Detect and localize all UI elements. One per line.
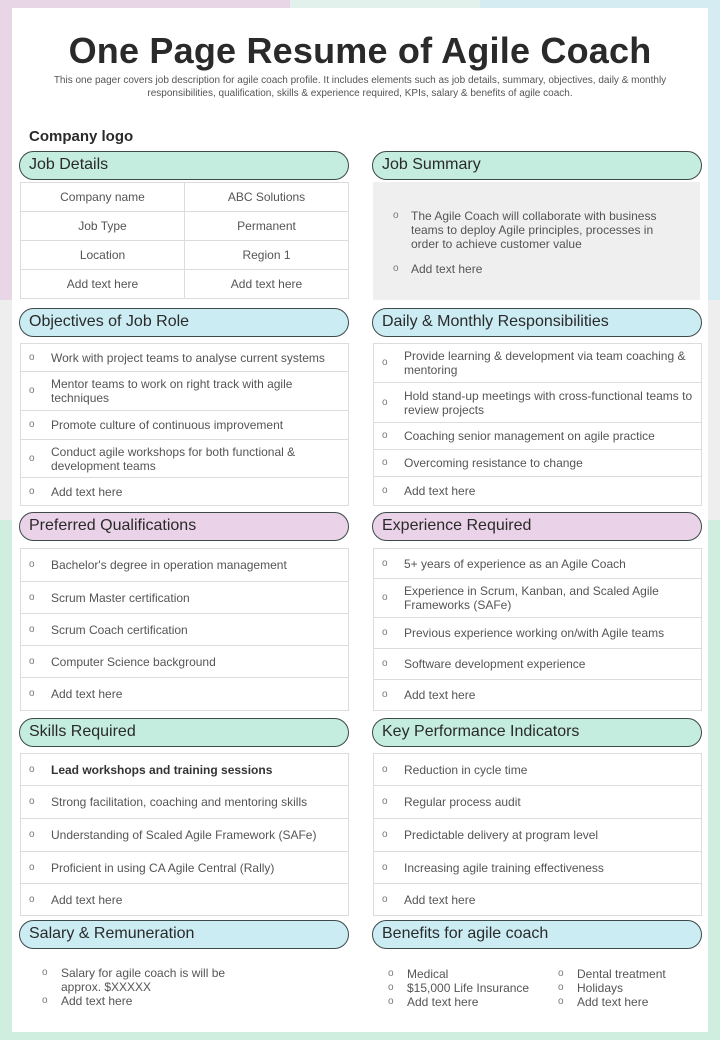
- list-item: o Software development experience: [373, 648, 702, 680]
- list-item: o Holidays: [558, 981, 624, 995]
- list-item: o 5+ years of experience as an Agile Coach: [373, 548, 702, 579]
- bullet-icon: o: [29, 893, 35, 905]
- responsibilities-list: [373, 343, 702, 506]
- job-details-value: ABC Solutions: [184, 182, 349, 212]
- list-item: o Reduction in cycle time: [373, 753, 702, 786]
- list-item: o Add text here: [558, 995, 649, 1009]
- bullet-icon: o: [382, 796, 388, 807]
- bullet-icon: o: [382, 557, 388, 569]
- list-item: o Scrum Master certification: [20, 581, 349, 614]
- job-details-label: Add text here: [20, 269, 185, 299]
- bullet-icon: o: [388, 996, 394, 1007]
- list-item: o Scrum Coach certification: [20, 613, 349, 646]
- experience-list: [373, 548, 702, 711]
- bullet-icon: o: [382, 658, 388, 669]
- bullet-icon: o: [29, 763, 35, 775]
- list-item: o Coaching senior management on agile practice: [373, 422, 702, 450]
- bullet-icon: o: [382, 592, 388, 603]
- bullet-icon: o: [42, 995, 48, 1006]
- bullet-icon: o: [388, 982, 394, 993]
- bullet-icon: o: [382, 457, 388, 468]
- bullet-icon: o: [382, 763, 388, 775]
- bullet-icon: o: [382, 893, 388, 905]
- list-item: o Provide learning & development via team coaching & mentoring: [373, 343, 702, 383]
- list-item: o Lead workshops and training sessions: [20, 753, 349, 786]
- bullet-icon: o: [382, 396, 388, 408]
- list-item: o Hold stand-up meetings with cross-functional teams to review projects: [373, 382, 702, 423]
- bullet-icon: o: [29, 796, 35, 807]
- section-header-objectives: Objectives of Job Role: [19, 308, 349, 337]
- list-item: o Salary for agile coach is will be approx. $XXXXX: [42, 966, 226, 994]
- job-summary-box: [373, 182, 700, 300]
- list-item: o $15,000 Life Insurance: [388, 981, 530, 995]
- list-item: o Overcoming resistance to change: [373, 449, 702, 477]
- list-item: o Add text here: [388, 995, 479, 1009]
- list-item: o Bachelor's degree in operation management: [20, 548, 349, 582]
- section-header-experience: Experience Required: [372, 512, 702, 541]
- bullet-icon: o: [29, 385, 35, 396]
- objectives-list: [20, 343, 349, 506]
- bullet-icon: o: [558, 982, 564, 993]
- list-item: o Promote culture of continuous improvement: [20, 410, 349, 440]
- bullet-icon: o: [382, 689, 388, 700]
- job-details-value: Permanent: [184, 211, 349, 241]
- bullet-icon: o: [382, 861, 388, 873]
- list-item: o Medical: [388, 967, 449, 981]
- list-item: o Add text here: [373, 476, 702, 506]
- bullet-icon: o: [29, 591, 35, 603]
- section-header-job-summary: Job Summary: [372, 151, 702, 180]
- list-item: o Computer Science background: [20, 645, 349, 678]
- section-header-responsibilities: Daily & Monthly Responsibilities: [372, 308, 702, 337]
- bullet-icon: o: [29, 419, 35, 430]
- list-item: o Add text here: [20, 883, 349, 916]
- list-item: o Regular process audit: [373, 785, 702, 819]
- section-header-kpis: Key Performance Indicators: [372, 718, 702, 747]
- section-header-job-details: Job Details: [19, 151, 349, 180]
- list-item: o Add text here: [20, 477, 349, 506]
- bullet-icon: o: [382, 829, 388, 840]
- bullet-icon: o: [29, 829, 35, 840]
- skills-list: [20, 753, 349, 916]
- page-subtitle: This one pager covers job description for agile coach profile. It includes elements such as job details, summary, objectives, daily & monthly responsibilities, qualification, skills & experience required, KPIs, salary & benefits of agile coach.: [53, 75, 667, 99]
- list-item: o Add text here: [373, 883, 702, 916]
- section-header-skills: Skills Required: [19, 718, 349, 747]
- bullet-icon: o: [558, 968, 564, 979]
- bullet-icon: o: [29, 688, 35, 699]
- section-header-salary: Salary & Remuneration: [19, 920, 349, 949]
- page-title: One Page Resume of Agile Coach: [68, 30, 652, 71]
- bullet-icon: o: [29, 485, 35, 497]
- qualifications-list: [20, 548, 349, 711]
- section-header-qualifications: Preferred Qualifications: [19, 512, 349, 541]
- job-details-value: Region 1: [184, 240, 349, 270]
- bullet-icon: o: [29, 623, 35, 635]
- bullet-icon: o: [42, 967, 48, 978]
- section-header-benefits: Benefits for agile coach: [372, 920, 702, 949]
- bullet-icon: o: [393, 210, 399, 221]
- list-item: o Mentor teams to work on right track with agile techniques: [20, 371, 349, 411]
- bullet-icon: o: [558, 996, 564, 1007]
- bullet-icon: o: [382, 485, 388, 496]
- job-details-label: Job Type: [20, 211, 185, 241]
- bullet-icon: o: [29, 452, 35, 464]
- list-item: o Previous experience working on/with Agile teams: [373, 617, 702, 649]
- list-item: o Add text here: [393, 262, 483, 276]
- job-details-value: Add text here: [184, 269, 349, 299]
- bullet-icon: o: [382, 627, 388, 638]
- list-item: o The Agile Coach will collaborate with business teams to deploy Agile principles, processes in order to achieve customer value: [393, 209, 657, 251]
- list-item: o Understanding of Scaled Agile Framework (SAFe): [20, 818, 349, 852]
- bullet-icon: o: [382, 430, 388, 441]
- list-item: o Increasing agile training effectiveness: [373, 851, 702, 884]
- list-item: o Add text here: [20, 677, 349, 711]
- company-logo-placeholder: Company logo: [29, 128, 134, 145]
- bullet-icon: o: [29, 559, 35, 570]
- list-item: o Proficient in using CA Agile Central (Rally): [20, 851, 349, 884]
- job-details-label: Location: [20, 240, 185, 270]
- bullet-icon: o: [382, 357, 388, 368]
- job-details-label: Company name: [20, 182, 185, 212]
- list-item: o Add text here: [42, 994, 133, 1008]
- list-item: o Strong facilitation, coaching and mentoring skills: [20, 785, 349, 819]
- list-item: o Work with project teams to analyse current systems: [20, 343, 349, 372]
- bullet-icon: o: [29, 655, 35, 667]
- list-item: o Add text here: [373, 679, 702, 711]
- bullet-icon: o: [393, 263, 399, 274]
- bullet-icon: o: [29, 861, 35, 873]
- resume-page: [12, 8, 708, 1032]
- bullet-icon: o: [29, 351, 35, 363]
- list-item: o Experience in Scrum, Kanban, and Scaled Agile Frameworks (SAFe): [373, 578, 702, 618]
- bullet-icon: o: [388, 968, 394, 979]
- list-item: o Predictable delivery at program level: [373, 818, 702, 852]
- kpis-list: [373, 753, 702, 916]
- list-item: o Dental treatment: [558, 967, 666, 981]
- list-item: o Conduct agile workshops for both functional & development teams: [20, 439, 349, 478]
